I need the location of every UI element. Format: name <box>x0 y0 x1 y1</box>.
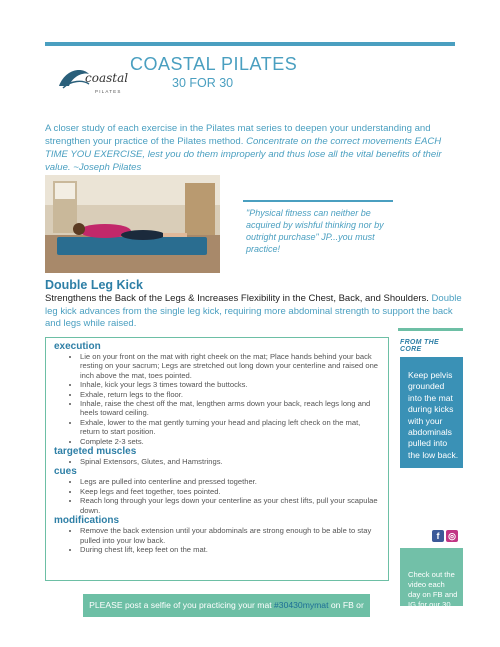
exercise-more: Double leg kick advances from the single leg kick, requiring more abdominal strength to support the back and legs while raised. <box>45 293 462 329</box>
list-item: • Inhale, raise the chest off the mat, lengthen arms down your back, reach legs long and heels toward ceiling. <box>80 399 382 418</box>
execution-list <box>54 352 382 446</box>
exercise-details-box <box>45 337 389 581</box>
facebook-icon[interactable]: f <box>432 530 444 542</box>
modifications-list <box>54 526 382 554</box>
footer-prefix: PLEASE post a selfie of you practicing your mat <box>89 600 275 610</box>
quote-divider <box>243 200 393 202</box>
sidebar-tip-box: Keep pelvis grounded into the mat during kicks with your abdominals pulled into the low back. <box>400 357 463 468</box>
cues-list <box>54 477 382 515</box>
exercise-photo <box>45 175 220 273</box>
targeted-muscles-heading: targeted muscles <box>54 446 137 458</box>
modifications-heading: modifications <box>54 515 120 527</box>
video-cta-box: Check out the video each day on FB and IG for our 30 for 30! <box>400 548 463 606</box>
hashtag-link[interactable]: #30430mymat <box>274 600 329 610</box>
intro-emphasis: Concentrate on the correct movements EACH TIME YOU EXERCISE, lest you do them improperly and thus lose all the vital benefits of their value. ~Joseph Pilates <box>45 136 442 173</box>
exercise-title: Double Leg Kick <box>45 278 143 292</box>
intro-text: A closer study of each exercise in the Pilates mat series to deepen your understanding and strengthen your practice of the Pilates method. <box>45 123 431 147</box>
list-item: • Remove the back extension until your abdominals are strong enough to be able to stay pulled into your low back. <box>80 526 382 545</box>
sidebar-rule <box>398 328 463 331</box>
cues-heading: cues <box>54 466 77 478</box>
list-item: • Spinal Extensors, Glutes, and Hamstrings. <box>80 457 382 466</box>
exercise-summary: Strengthens the Back of the Legs & Increases Flexibility in the Chest, Back, and Shoulders. <box>45 293 429 304</box>
svg-text:PILATES: PILATES <box>95 89 122 94</box>
footer-suffix: on FB or IG. <box>220 600 364 633</box>
page-title: COASTAL PILATES <box>130 54 298 74</box>
pilates-quote: "Physical fitness can neither be acquired by wishful thinking nor by outright purchase" JP...you must practice! <box>246 208 384 254</box>
sidebar-heading: FROM THE CORE <box>400 339 439 353</box>
svg-text:coastal: coastal <box>85 71 129 85</box>
instagram-icon[interactable]: ◎ <box>446 530 458 542</box>
list-item: • Inhale, kick your legs 3 times toward the buttocks. <box>80 380 382 389</box>
list-item: • Exhale, lower to the mat gently turning your head and placing left check on the mat, return to start position. <box>80 418 382 437</box>
list-item: • Exhale, return legs to the floor. <box>80 390 382 399</box>
social-icons <box>432 530 458 548</box>
header-rule <box>45 42 455 46</box>
selfie-banner <box>83 594 370 633</box>
list-item: • Reach long through your legs down your centerline as your chest lifts, pull your scapulae down. <box>80 496 382 515</box>
list-item: • Keep legs and feet together, toes pointed. <box>80 487 382 496</box>
coastal-pilates-logo <box>55 60 135 100</box>
execution-heading: execution <box>54 341 101 352</box>
page-subtitle: 30 FOR 30 <box>172 76 234 90</box>
list-item: • Legs are pulled into centerline and pressed together. <box>80 477 382 486</box>
intro-paragraph <box>45 122 465 174</box>
list-item: • Lie on your front on the mat with right cheek on the mat; Place hands behind your back resting on your sacrum; Legs are stretched out long down your centerline and raised one inch above the mat, toes pointed. <box>80 352 382 380</box>
list-item: • During chest lift, keep feet on the mat. <box>80 545 382 554</box>
exercise-description <box>45 293 465 331</box>
list-item: • Complete 2-3 sets. <box>80 437 382 446</box>
targeted-muscles-list <box>54 457 382 466</box>
